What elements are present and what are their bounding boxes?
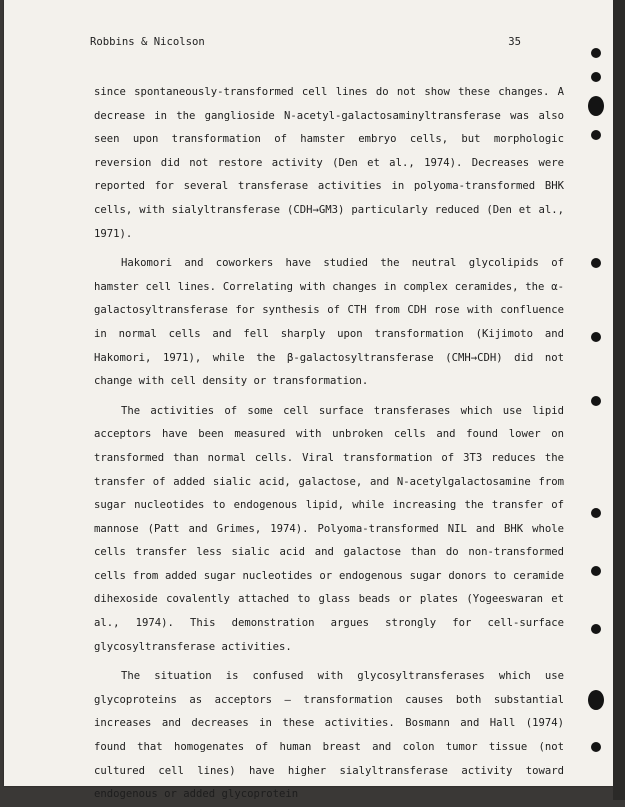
binder-hole	[591, 624, 601, 634]
binder-hole	[591, 72, 601, 82]
paragraph-1: since spontaneously-transformed cell lines do not show these changes. A decrease in the ganglioside N-acetyl-galactosaminyltransferase was also seen upon transformation of hamster embryo cells, but morphologic reversion did not restore activity (Den et al., 1974). Decreases were reported for several transferase activities in polyoma-transformed BHK cells, with sialyltransferase (CDH→GM3) particularly reduced (Den et al., 1971).	[94, 86, 564, 240]
binder-hole	[591, 48, 601, 58]
scan-edge	[613, 0, 625, 800]
binder-hole	[588, 690, 604, 710]
body-text	[94, 81, 564, 807]
running-head-authors: Robbins & Nicolson	[90, 36, 205, 48]
binder-hole	[591, 332, 601, 342]
binder-hole	[591, 742, 601, 752]
binder-hole	[591, 566, 601, 576]
paragraph-4: The situation is confused with glycosyltransferases which use glycoproteins as acceptors — transformation causes both substantial increases and decreases in these activities. Bosmann and Hall (1974) found that homogenates of human breast and colon tumor tissue (not cultured cell lines) have higher sialyltransferase activity toward endogenous or added glycoprotein	[94, 670, 564, 801]
document-page	[4, 0, 613, 801]
binder-hole	[591, 396, 601, 406]
paragraph-2: Hakomori and coworkers have studied the neutral glycolipids of hamster cell lines. Correlating with changes in complex ceramides, the α-galactosyltransferase for synthesis of CTH from CDH rose with confluence in normal cells and fell sharply upon transformation (Kijimoto and Hakomori, 1971), while the β-galactosyltransferase (CMH→CDH) did not change with cell density or transformation.	[94, 257, 564, 388]
page-number: 35	[508, 36, 521, 48]
binder-hole	[588, 96, 604, 116]
binder-hole	[591, 508, 601, 518]
binder-hole	[591, 258, 601, 268]
paragraph-3: The activities of some cell surface transferases which use lipid acceptors have been measured with unbroken cells and found lower on transformed than normal cells. Viral transformation of 3T3 reduces the transfer of added sialic acid, galactose, and N-acetylgalactosamine from sugar nucleotides to endogenous lipid, while increasing the transfer of mannose (Patt and Grimes, 1974). Polyoma-transformed NIL and BHK whole cells transfer less sialic acid and galactose than do non-transformed cells from added sugar nucleotides or endogenous sugar donors to ceramide dihexoside covalently attached to glass beads or plates (Yogeeswaran et al., 1974). This demonstration argues strongly for cell-surface glycosyltransferase activities.	[94, 404, 564, 653]
binder-hole	[591, 130, 601, 140]
